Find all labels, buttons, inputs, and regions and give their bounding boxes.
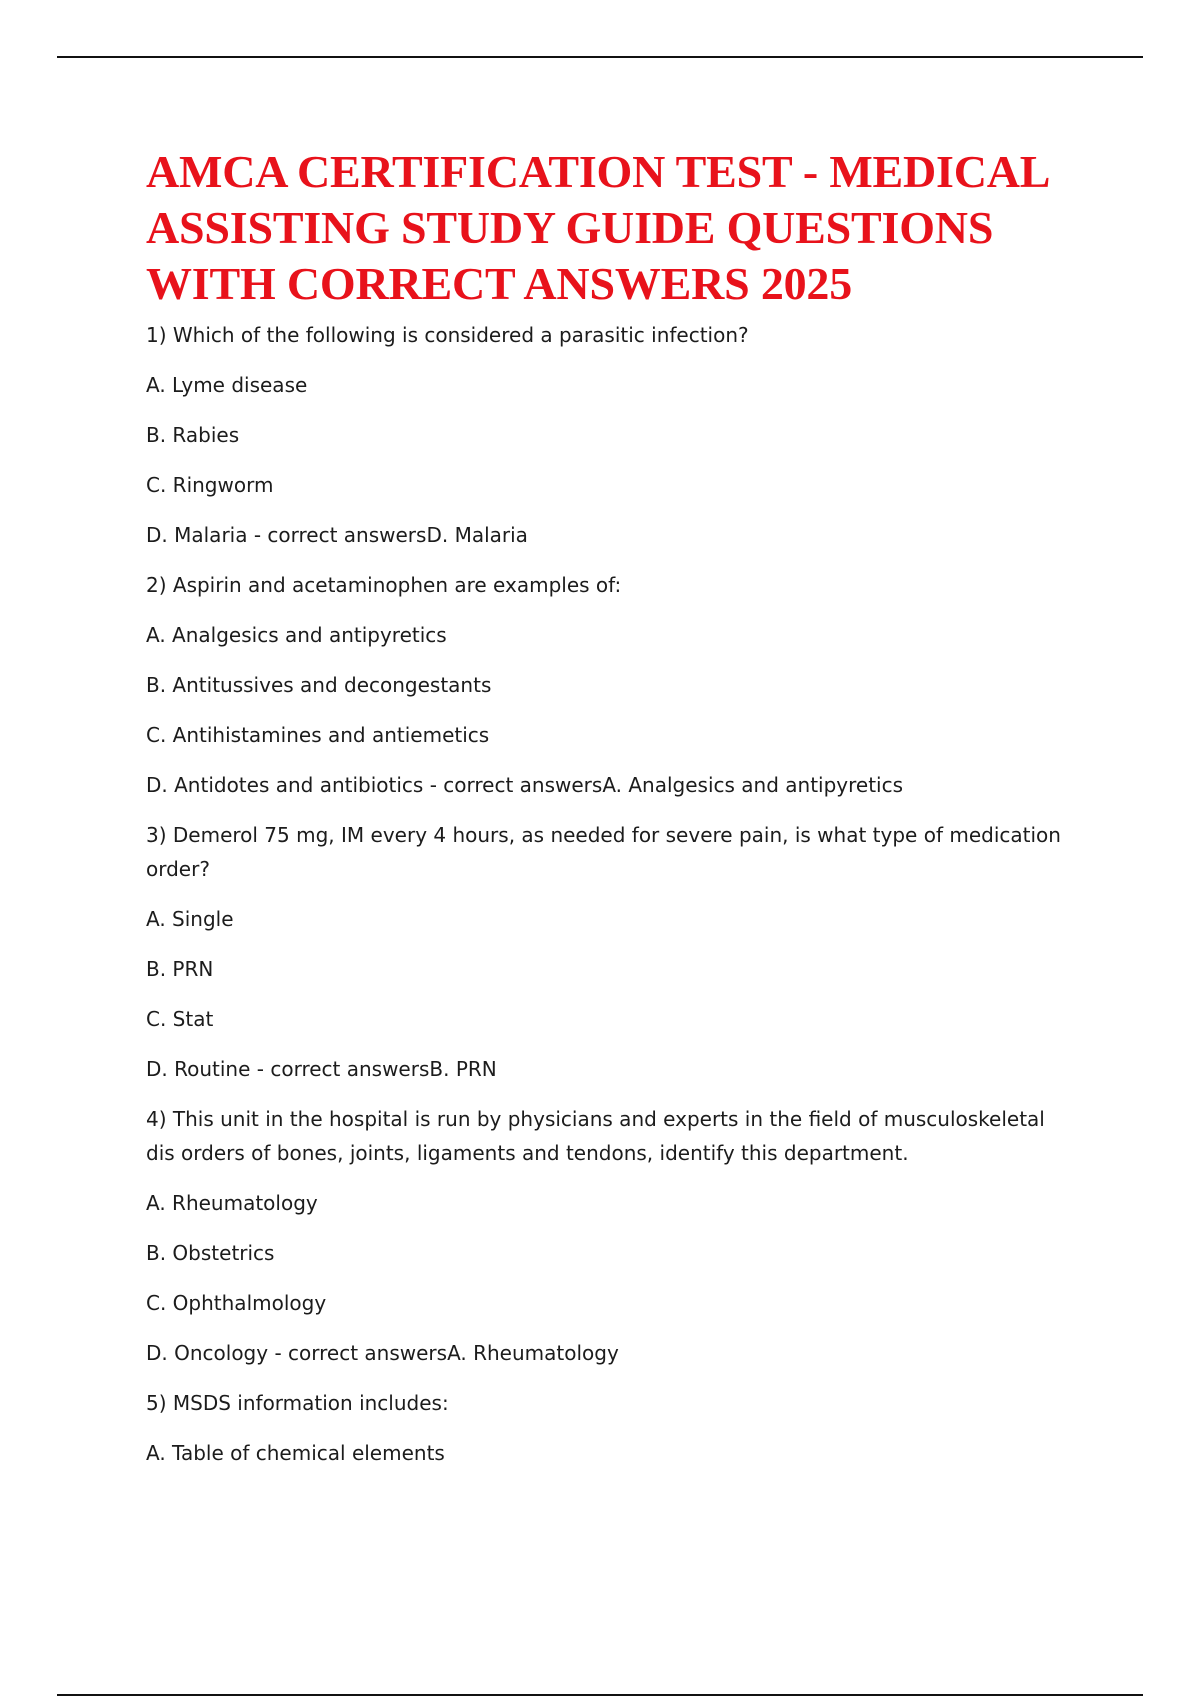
question-block-3 — [146, 818, 1076, 1086]
answer-option: C. Antihistamines and antiemetics — [146, 723, 490, 747]
question-block-4 — [146, 1102, 1076, 1370]
question-block-2 — [146, 568, 1076, 802]
answer-option: B. Obstetrics — [146, 1241, 275, 1265]
answer-option-correct: D. Routine - correct answersB. PRN — [146, 1057, 497, 1081]
answer-option: B. Antitussives and decongestants — [146, 673, 492, 697]
document-content — [146, 144, 1076, 1486]
question-block-5 — [146, 1386, 1076, 1470]
question-text: 2) Aspirin and acetaminophen are examples of: — [146, 573, 622, 597]
answer-option: A. Rheumatology — [146, 1191, 318, 1215]
answer-option: A. Table of chemical elements — [146, 1441, 445, 1465]
answer-option-correct: D. Antidotes and antibiotics - correct answersA. Analgesics and antipyretics — [146, 773, 904, 797]
answer-option: A. Analgesics and antipyretics — [146, 623, 447, 647]
answer-option: C. Stat — [146, 1007, 214, 1031]
answer-option: B. PRN — [146, 957, 214, 981]
question-text: 5) MSDS information includes: — [146, 1391, 449, 1415]
top-rule — [57, 56, 1143, 58]
answer-option: C. Ringworm — [146, 473, 274, 497]
question-text: 1) Which of the following is considered a parasitic infection? — [146, 323, 749, 347]
answer-option-correct: D. Malaria - correct answersD. Malaria — [146, 523, 528, 547]
question-text: 4) This unit in the hospital is run by physicians and experts in the field of musculoskeletal dis orders of bones, joints, ligaments and tendons, identify this department. — [146, 1107, 1045, 1165]
answer-option: C. Ophthalmology — [146, 1291, 327, 1315]
question-block-1 — [146, 318, 1076, 552]
answer-option: A. Lyme disease — [146, 373, 308, 397]
document-title: AMCA CERTIFICATION TEST - MEDICAL ASSISTING STUDY GUIDE QUESTIONS WITH CORRECT ANSWERS 2025 — [146, 146, 1048, 309]
answer-option: B. Rabies — [146, 423, 240, 447]
answer-option-correct: D. Oncology - correct answersA. Rheumatology — [146, 1341, 619, 1365]
question-text: 3) Demerol 75 mg, IM every 4 hours, as needed for severe pain, is what type of medication order? — [146, 823, 1061, 881]
answer-option: A. Single — [146, 907, 234, 931]
bottom-rule — [57, 1694, 1143, 1696]
